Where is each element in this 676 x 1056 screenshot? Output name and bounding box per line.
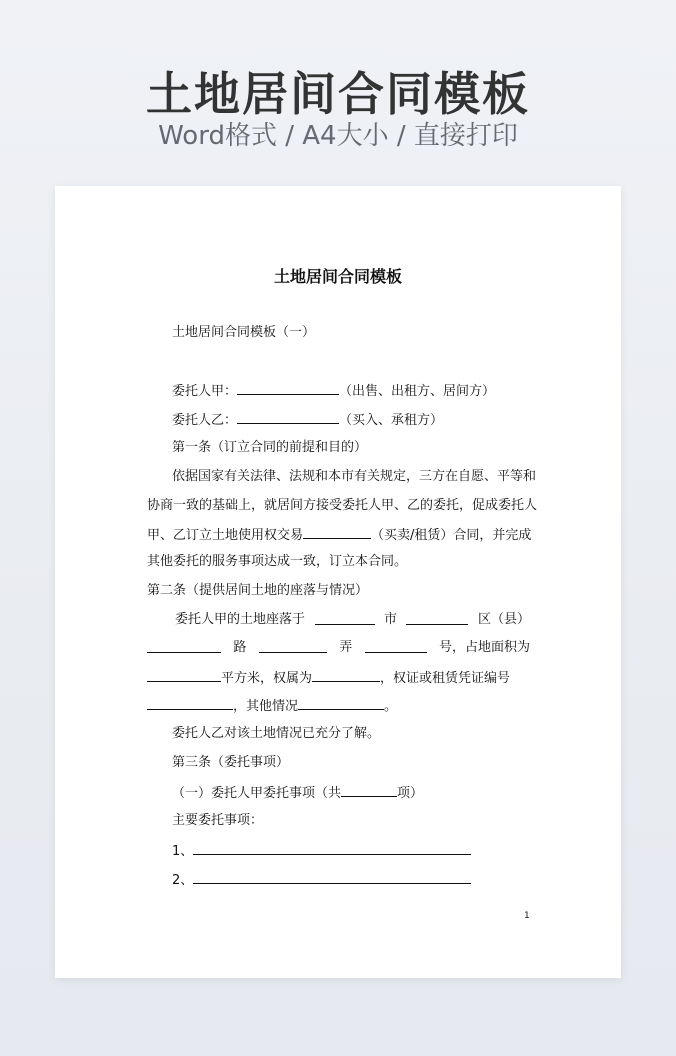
item-1-blank[interactable] bbox=[193, 841, 471, 855]
page-number: 1 bbox=[524, 911, 530, 921]
document-title: 土地居间合同模板 bbox=[273, 267, 402, 286]
section-heading: 土地居间合同模板（一） bbox=[172, 325, 316, 340]
item-2-blank[interactable] bbox=[193, 870, 471, 884]
city-label: 市 bbox=[383, 612, 397, 627]
article1-line3 bbox=[147, 525, 531, 545]
main-items-label: 主要委托事项： bbox=[172, 813, 264, 828]
area-blank[interactable] bbox=[147, 668, 221, 682]
article1-title: 第一条（订立合同的前提和目的） bbox=[172, 440, 368, 455]
district-label: 区（县） bbox=[477, 612, 530, 627]
transaction-type-blank[interactable] bbox=[303, 525, 371, 539]
party-a-note: （出售、出租方、居间方） bbox=[339, 384, 496, 399]
article3-sub-label: （一）委托人甲委托事项（共 bbox=[172, 786, 342, 801]
party-b-line bbox=[172, 410, 443, 430]
land-location-label: 委托人甲的土地座落于 bbox=[175, 612, 306, 627]
other-info-blank[interactable] bbox=[298, 696, 384, 710]
party-b-note: （买入、承租方） bbox=[339, 413, 444, 428]
lane-label: 弄 bbox=[339, 640, 353, 655]
article2-line4 bbox=[147, 696, 397, 716]
road-blank[interactable] bbox=[147, 639, 221, 653]
item-2 bbox=[172, 870, 471, 890]
article3-title: 第三条（委托事项） bbox=[172, 755, 290, 770]
city-blank[interactable] bbox=[315, 611, 375, 625]
district-blank[interactable] bbox=[406, 611, 468, 625]
number-blank[interactable] bbox=[365, 639, 427, 653]
article2-note: 委托人乙对该土地情况已充分了解。 bbox=[172, 726, 381, 741]
article1-line1: 依据国家有关法律、法规和本市有关规定，三方在自愿、平等和 bbox=[172, 469, 537, 484]
item-1 bbox=[172, 841, 471, 861]
ownership-label: 平方米，权属为 bbox=[221, 671, 313, 686]
article1-line2: 协商一致的基础上，就居间方接受委托人甲、乙的委托，促成委托人 bbox=[147, 498, 538, 513]
party-a-label: 委托人甲： bbox=[172, 384, 238, 399]
article2-line1 bbox=[147, 611, 530, 629]
article1-line3-start: 甲、乙订立土地使用权交易 bbox=[147, 528, 304, 543]
document-page bbox=[55, 186, 621, 978]
party-b-label: 委托人乙： bbox=[172, 413, 238, 428]
area-label: 号，占地面积为 bbox=[438, 640, 530, 655]
party-a-line bbox=[172, 381, 495, 401]
item-1-label: 1、 bbox=[172, 844, 194, 859]
period: 。 bbox=[384, 699, 398, 714]
article2-title: 第二条（提供居间土地的座落与情况） bbox=[147, 583, 369, 598]
ownership-blank[interactable] bbox=[312, 668, 380, 682]
article1-line4: 其他委托的服务事项达成一致，订立本合同。 bbox=[147, 554, 408, 569]
item-count-blank[interactable] bbox=[341, 783, 397, 797]
banner-title: 土地居间合同模板 bbox=[146, 67, 530, 121]
article1-line3-end: （买卖/租赁）合同，并完成 bbox=[371, 528, 532, 543]
item-2-label: 2、 bbox=[172, 873, 194, 888]
party-b-blank[interactable] bbox=[237, 410, 339, 424]
article2-line2 bbox=[147, 639, 530, 657]
party-a-blank[interactable] bbox=[237, 381, 339, 395]
article2-line3 bbox=[147, 668, 510, 688]
banner-subtitle: Word格式 / A4大小 / 直接打印 bbox=[158, 121, 518, 151]
other-info-label: ，其他情况 bbox=[233, 699, 299, 714]
article3-sub-end: 项） bbox=[397, 786, 424, 801]
article3-subtitle bbox=[172, 783, 423, 803]
certificate-label: ，权证或租赁凭证编号 bbox=[380, 671, 511, 686]
road-label: 路 bbox=[233, 640, 247, 655]
certificate-blank[interactable] bbox=[147, 696, 233, 710]
lane-blank[interactable] bbox=[259, 639, 327, 653]
